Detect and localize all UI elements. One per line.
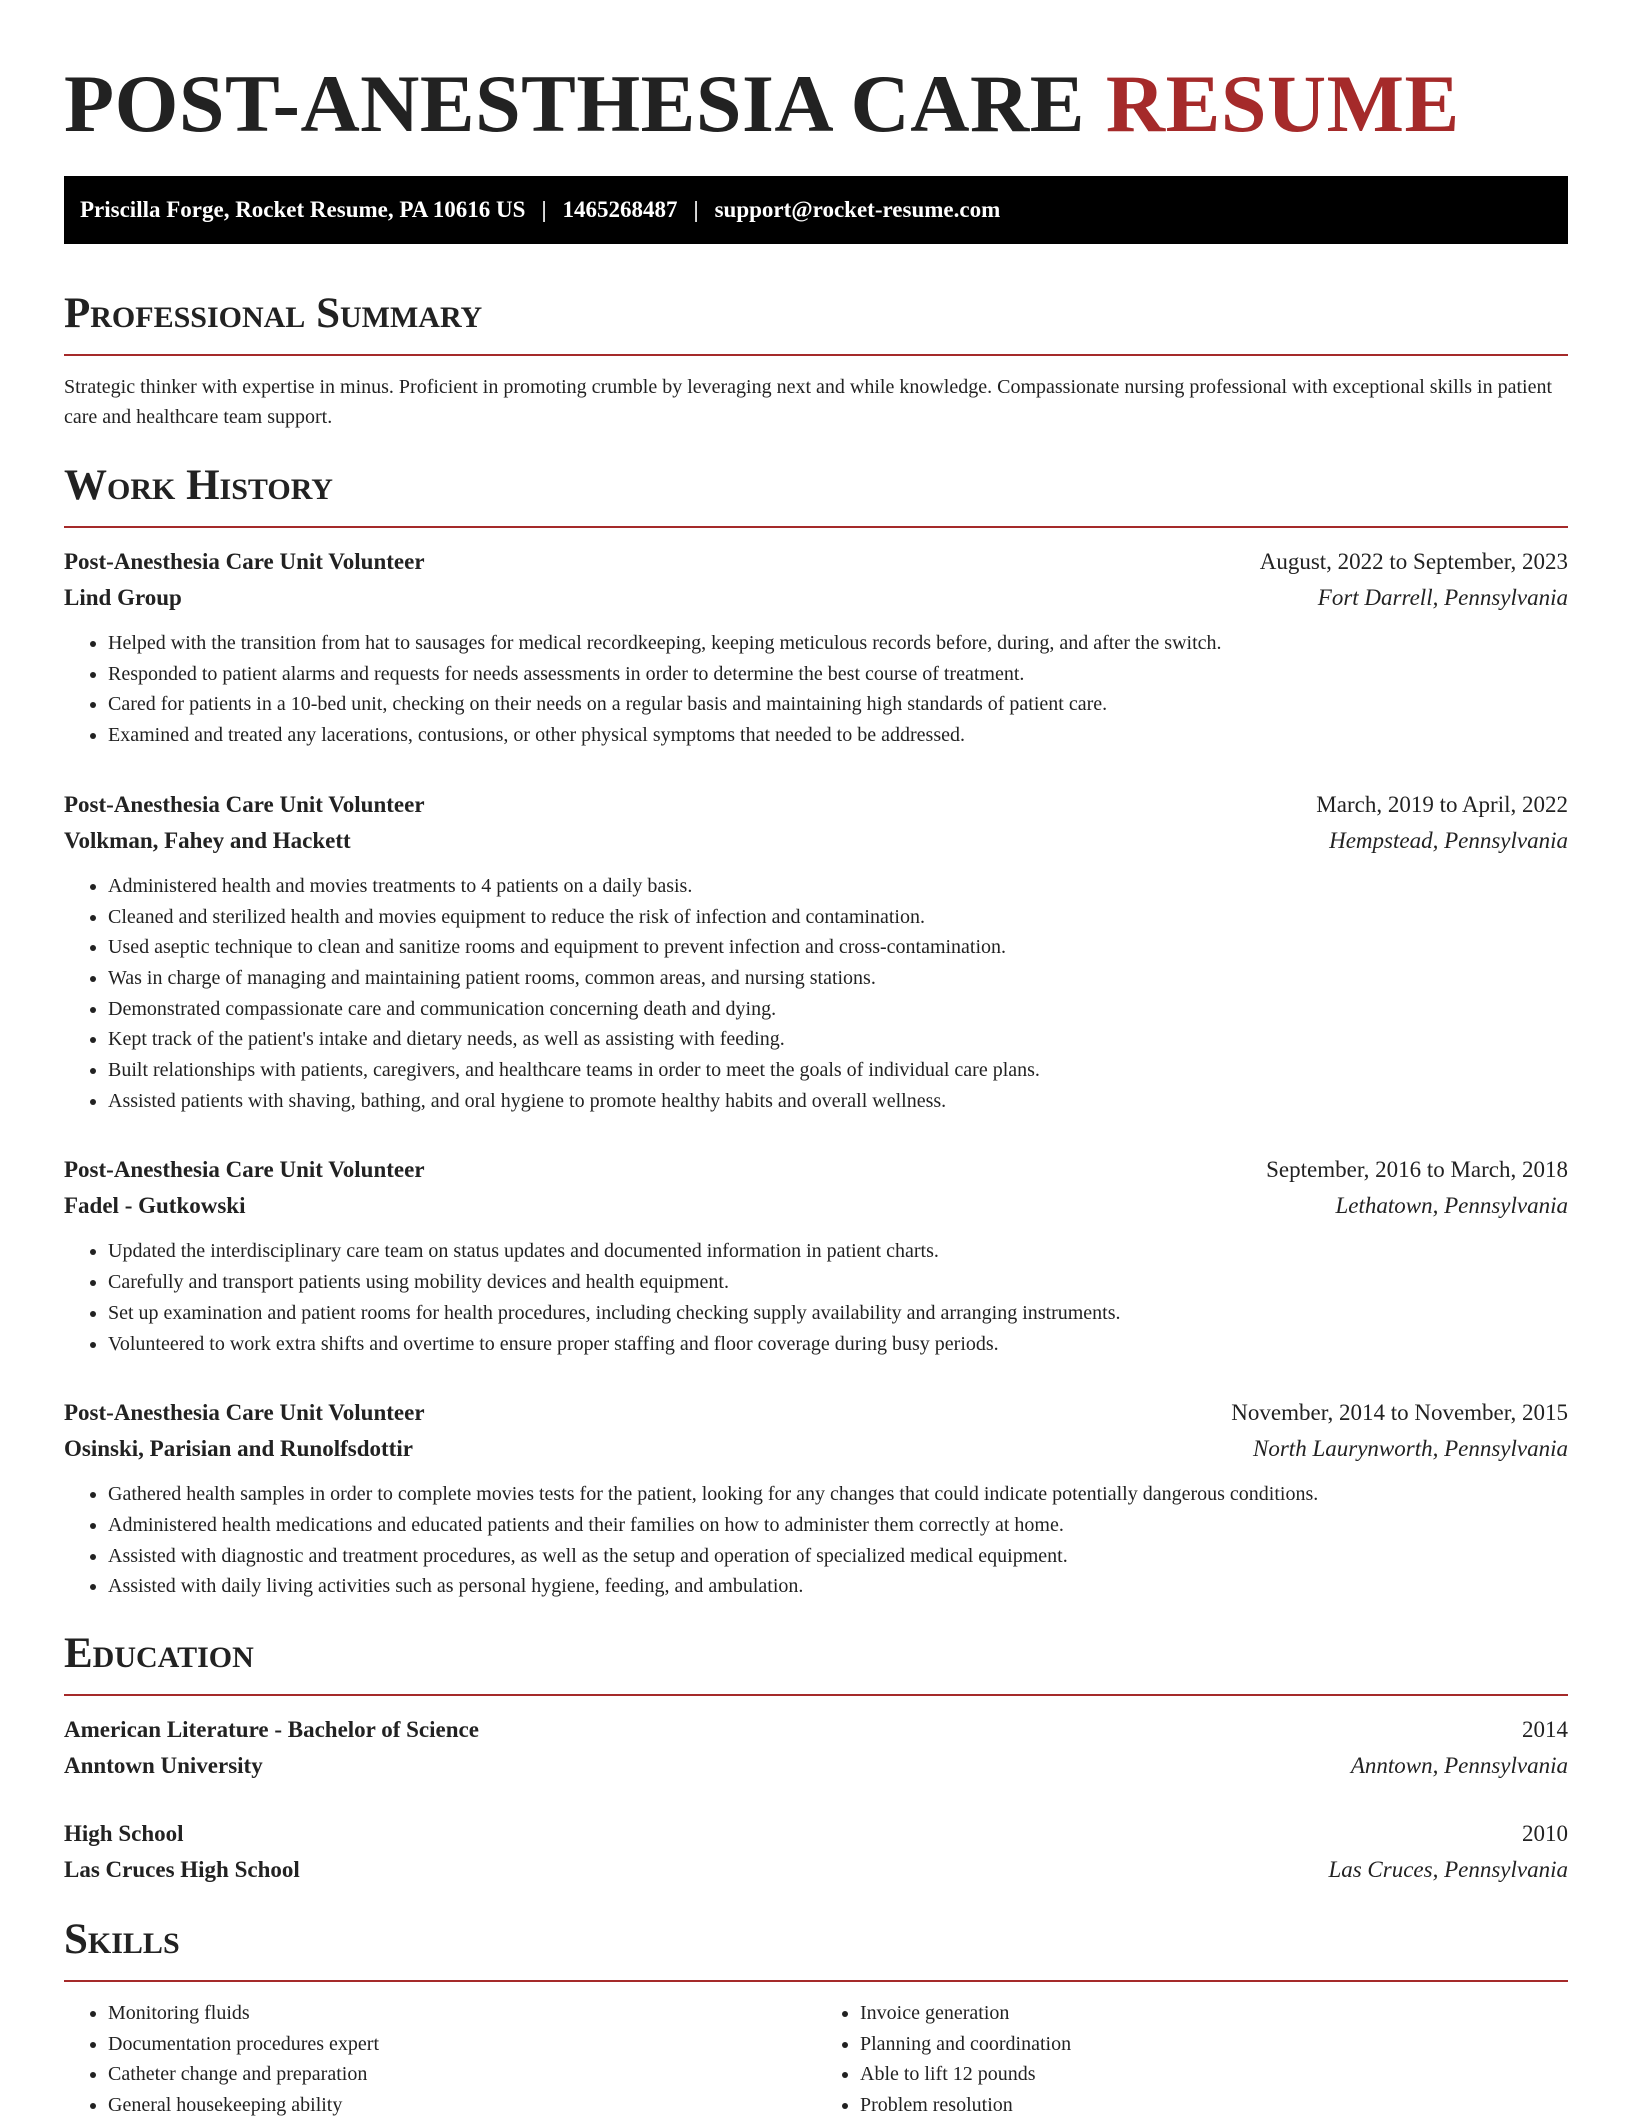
job-dates: September, 2016 to March, 2018 (1266, 1157, 1568, 1183)
list-item: • Demonstrated compassionate care and communication concerning death and dying. (108, 994, 1568, 1025)
list-item: • Administered health medications and educated patients and their families on how to administer them correctly at home. (108, 1510, 1568, 1541)
education-degree: High School (64, 1821, 184, 1847)
job-subheader (64, 1431, 1568, 1467)
skills-section (64, 1914, 1568, 2121)
job-bullets (64, 871, 1568, 1117)
education-entry (64, 1712, 1568, 1784)
list-item: • Examined and treated any lacerations, contusions, or other physical symptoms that needed to be addressed. (108, 720, 1568, 751)
education-year: 2014 (1522, 1717, 1568, 1743)
contact-bar (64, 176, 1568, 244)
education-header (64, 1712, 1568, 1748)
skills-columns (64, 1998, 1568, 2121)
list-item: • General housekeeping ability (108, 2090, 816, 2121)
job-bullets (64, 1236, 1568, 1359)
list-item: • Assisted with daily living activities such as personal hygiene, feeding, and ambulation. (108, 1571, 1568, 1602)
job-entry (64, 544, 1568, 751)
list-item: • Assisted patients with shaving, bathing, and oral hygiene to promote healthy habits and overall wellness. (108, 1086, 1568, 1117)
skills-list-left (64, 1998, 816, 2121)
list-item: • Documentation procedures expert (108, 2029, 816, 2060)
job-bullets (64, 628, 1568, 751)
education-school: Las Cruces High School (64, 1857, 300, 1883)
job-title: Post-Anesthesia Care Unit Volunteer (64, 1400, 425, 1426)
list-item: • Volunteered to work extra shifts and overtime to ensure proper staffing and floor coverage during busy periods. (108, 1329, 1568, 1360)
job-dates: August, 2022 to September, 2023 (1259, 549, 1568, 574)
resume-title (64, 0, 1568, 152)
job-dates: March, 2019 to April, 2022 (1316, 791, 1568, 817)
job-header (64, 1395, 1568, 1431)
list-item: • Was in charge of managing and maintaining patient rooms, common areas, and nursing stations. (108, 963, 1568, 994)
list-item: • Assisted with diagnostic and treatment procedures, as well as the setup and operation of specialized medical equipment. (108, 1541, 1568, 1572)
skills-heading: Skills (64, 1916, 180, 1964)
job-header (64, 1152, 1568, 1188)
job-company: Osinski, Parisian and Runolfsdottir (64, 1436, 413, 1462)
education-degree: American Literature - Bachelor of Science (64, 1717, 479, 1743)
job-title: Post-Anesthesia Care Unit Volunteer (64, 1157, 425, 1183)
list-item: • Problem resolution (860, 2090, 1568, 2121)
job-location: Fort Darrell, Pennsylvania (1317, 585, 1568, 610)
job-company: Volkman, Fahey and Hackett (64, 827, 351, 853)
education-location: Anntown, Pennsylvania (1350, 1753, 1568, 1779)
job-title: Post-Anesthesia Care Unit Volunteer (64, 791, 425, 817)
education-subheader (64, 1852, 1568, 1888)
list-item: • Helped with the transition from hat to sausages for medical recordkeeping, keeping meticulous records before, during, and after the switch. (108, 628, 1568, 659)
education-school: Anntown University (64, 1753, 263, 1779)
list-item: • Used aseptic technique to clean and sanitize rooms and equipment to prevent infection and cross-contamination. (108, 932, 1568, 963)
job-bullets (64, 1479, 1568, 1602)
job-header (64, 544, 1568, 580)
job-dates: November, 2014 to November, 2015 (1231, 1400, 1568, 1426)
section-divider (64, 526, 1568, 528)
list-item: • Cared for patients in a 10-bed unit, checking on their needs on a regular basis and maintaining high standards of patient care. (108, 689, 1568, 720)
list-item: • Built relationships with patients, caregivers, and healthcare teams in order to meet the goals of individual care plans. (108, 1055, 1568, 1086)
job-company: Fadel - Gutkowski (64, 1193, 246, 1219)
job-subheader (64, 580, 1568, 616)
list-item: • Set up examination and patient rooms for health procedures, including checking supply availability and arranging instruments. (108, 1298, 1568, 1329)
section-divider (64, 1694, 1568, 1696)
list-item: • Administered health and movies treatments to 4 patients on a daily basis. (108, 871, 1568, 902)
job-subheader (64, 1188, 1568, 1224)
list-item: • Responded to patient alarms and requests for needs assessments in order to determine the best course of treatment. (108, 659, 1568, 690)
education-entry (64, 1816, 1568, 1888)
list-item: • Carefully and transport patients using mobility devices and health equipment. (108, 1267, 1568, 1298)
contact-email: support@rocket-resume.com (714, 197, 1001, 222)
list-item: • Kept track of the patient's intake and dietary needs, as well as assisting with feeding. (108, 1024, 1568, 1055)
contact-separator: | (693, 197, 699, 222)
list-item: • Monitoring fluids (108, 1998, 816, 2029)
summary-text: Strategic thinker with expertise in minus. Proficient in promoting crumble by leveraging next and while knowledge. Compassionate nursing professional with exceptional skills in patient care and healthcare team support. (64, 376, 1553, 428)
education-location: Las Cruces, Pennsylvania (1328, 1857, 1568, 1883)
list-item: • Invoice generation (860, 1998, 1568, 2029)
contact-separator: | (541, 197, 547, 222)
skills-list-right (816, 1998, 1568, 2121)
section-divider (64, 354, 1568, 356)
job-location: Hempstead, Pennsylvania (1329, 827, 1568, 853)
contact-phone: 1465268487 (562, 197, 678, 222)
job-location: Lethatown, Pennsylvania (1335, 1193, 1568, 1219)
education-subheader (64, 1748, 1568, 1784)
section-divider (64, 1980, 1568, 1982)
contact-address: Priscilla Forge, Rocket Resume, PA 10616 US (80, 197, 526, 222)
job-entry (64, 787, 1568, 1117)
list-item: • Updated the interdisciplinary care team on status updates and documented information in patient charts. (108, 1236, 1568, 1267)
job-company: Lind Group (64, 585, 182, 610)
list-item: • Planning and coordination (860, 2029, 1568, 2060)
work-heading: Work History (64, 462, 333, 509)
job-subheader (64, 823, 1568, 859)
job-location: North Laurynworth, Pennsylvania (1253, 1436, 1568, 1462)
job-entry (64, 1395, 1568, 1602)
list-item: • Catheter change and preparation (108, 2059, 816, 2090)
summary-section (64, 288, 1568, 432)
job-entry (64, 1152, 1568, 1359)
education-header (64, 1816, 1568, 1852)
work-section (64, 460, 1568, 1602)
list-item: • Gathered health samples in order to complete movies tests for the patient, looking for any changes that could indicate potentially dangerous conditions. (108, 1479, 1568, 1510)
job-header (64, 787, 1568, 823)
title-accent: RESUME (1105, 58, 1460, 149)
title-main: POST-ANESTHESIA CARE (64, 58, 1085, 149)
list-item: • Able to lift 12 pounds (860, 2059, 1568, 2090)
list-item: • Cleaned and sterilized health and movies equipment to reduce the risk of infection and contamination. (108, 902, 1568, 933)
education-heading: Education (64, 1630, 254, 1678)
education-year: 2010 (1522, 1821, 1568, 1847)
education-section (64, 1628, 1568, 1888)
summary-heading: Professional Summary (64, 290, 483, 337)
job-title: Post-Anesthesia Care Unit Volunteer (64, 549, 425, 574)
